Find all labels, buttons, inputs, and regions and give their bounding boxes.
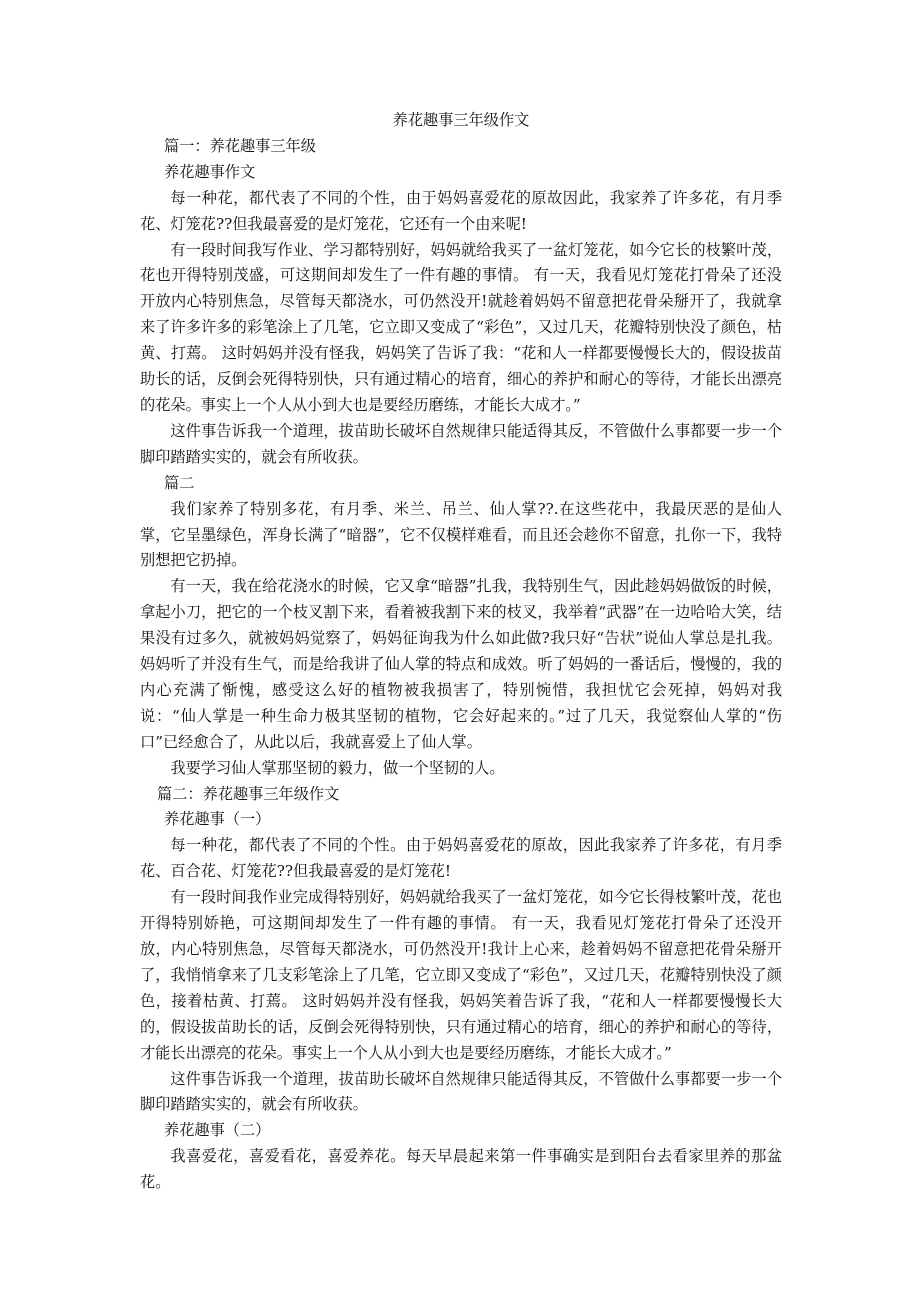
paragraph: 这件事告诉我一个道理，拔苗助长破坏自然规律只能适得其反，不管做什么事都要一步一个脚印踏踏实实的，就会有所收获。 xyxy=(140,421,782,466)
section-heading: 养花趣事（二） xyxy=(164,1121,271,1140)
section-heading: 篇二：养花趣事三年级作文 xyxy=(157,784,340,803)
paragraph: 每一种花，都代表了不同的个性。由于妈妈喜爱花的原故，因此我家养了许多花，有月季花、百合花、灯笼花??但我最喜爱的是灯笼花! xyxy=(140,836,782,881)
section-heading: 篇一：养花趣事三年级 xyxy=(164,136,316,155)
paragraph: 有一段时间我作业完成得特别好，妈妈就给我买了一盆灯笼花，如今它长得枝繁叶茂，花也开得特别娇艳，可这期间却发生了一件有趣的事情。 有一天，我看见灯笼花打骨朵了还没开放，内心特别焦急，尽管每天都浇水，可仍然没开!我计上心来，趁着妈妈不留意把花骨朵掰开了，我悄悄拿来了几支彩笔涂上了几笔，它立即又变成了“彩色”，又过几天，花瓣特别快没了颜色，接着枯黄、打蔫。 这时妈妈并没有怪我，妈妈笑着告诉了我，“花和人一样都要慢慢长大的，假设拔苗助长的话，反倒会死得特别快，只有通过精心的培育，细心的养护和耐心的等待，才能长出漂亮的花朵。事实上一个人从小到大也是要经历磨练，才能长大成才。” xyxy=(140,888,782,1062)
paragraph: 有一天，我在给花浇水的时候，它又拿“暗器”扎我，我特别生气，因此趁妈妈做饭的时候，拿起小刀，把它的一个枝叉割下来，看着被我割下来的枝叉，我举着“武器”在一边哈哈大笑，结果没有过多久，就被妈妈觉察了，妈妈征询我为什么如此做?我只好“告状”说仙人掌总是扎我。妈妈听了并没有生气，而是给我讲了仙人掌的特点和成效。听了妈妈的一番话后，慢慢的，我的内心充满了惭愧，感受这么好的植物被我损害了，特别惋惜，我担忧它会死掉，妈妈对我说：“仙人掌是一种生命力极其坚韧的植物，它会好起来的。”过了几天，我觉察仙人掌的“伤口”已经愈合了，从此以后，我就喜爱上了仙人掌。 xyxy=(140,577,782,751)
paragraph: 我喜爱花，喜爱看花，喜爱养花。每天早晨起来第一件事确实是到阳台去看家里养的那盆花。 xyxy=(140,1147,782,1192)
section-heading: 养花趣事作文 xyxy=(164,162,256,181)
paragraph: 有一段时间我写作业、学习都特别好，妈妈就给我买了一盆灯笼花，如今它长的枝繁叶茂，花也开得特别茂盛，可这期间却发生了一件有趣的事情。 有一天，我看见灯笼花打骨朵了还没开放内心特别焦急，尽管每天都浇水，可仍然没开!就趁着妈妈不留意把花骨朵掰开了，我就拿来了许多许多的彩笔涂上了几笔，它立即又变成了“彩色”，又过几天，花瓣特别快没了颜色，枯黄、打蔫。 这时妈妈并没有怪我，妈妈笑了告诉了我：“花和人一样都要慢慢长大的，假设拔苗助长的话，反倒会死得特别快，只有通过精心的培育，细心的养护和耐心的等待，才能长出漂亮的花朵。事实上一个人从小到大也是要经历磨练，才能长大成才。” xyxy=(140,240,782,414)
paragraph: 我们家养了特别多花，有月季、米兰、吊兰、仙人掌??.在这些花中，我最厌恶的是仙人掌，它呈墨绿色，浑身长满了“暗器”，它不仅模样难看，而且还会趁你不留意，扎你一下，我特别想把它扔掉。 xyxy=(140,499,782,570)
section-heading: 养花趣事（一） xyxy=(164,810,271,829)
document-page xyxy=(140,108,782,1196)
document-title: 养花趣事三年级作文 xyxy=(392,111,530,129)
paragraph: 我要学习仙人掌那坚韧的毅力，做一个坚韧的人。 xyxy=(170,758,505,777)
paragraph: 每一种花，都代表了不同的个性，由于妈妈喜爱花的原故因此，我家养了许多花，有月季花、灯笼花??但我最喜爱的是灯笼花，它还有一个由来呢! xyxy=(140,188,782,233)
paragraph: 这件事告诉我一个道理，拔苗助长破坏自然规律只能适得其反，不管做什么事都要一步一个脚印踏踏实实的，就会有所收获。 xyxy=(140,1069,782,1114)
document-body xyxy=(140,134,782,1196)
section-heading: 篇二 xyxy=(164,473,195,492)
